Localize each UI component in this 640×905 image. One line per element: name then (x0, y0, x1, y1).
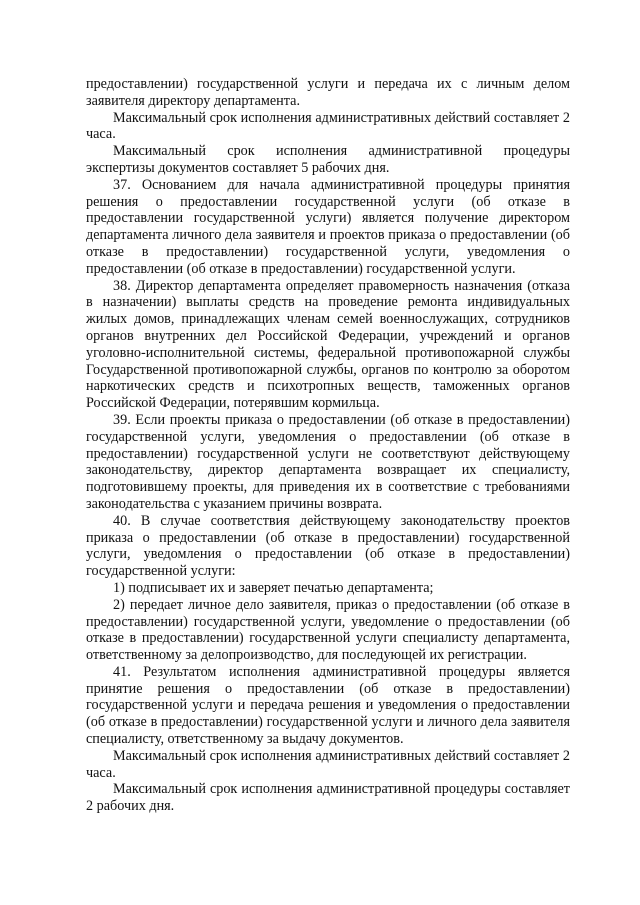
paragraph-max-actions-time: Максимальный срок исполнения административных действий составляет 2 часа. (86, 109, 570, 143)
document-body (86, 76, 570, 815)
paragraph-39: 39. Если проекты приказа о предоставлении (об отказе в предоставлении) государственной услуги, уведомления о предоставлении (об отказе в предоставлении) государственной услуги не соответствуют действующему законодательству, директор департамента возвращает их специалисту, подготовившему проекты, для приведения их в соответствие с требованиями законодательства с указанием причины возврата. (86, 411, 570, 512)
paragraph-40: 40. В случае соответствия действующему законодательству проектов приказа о предоставлении (об отказе в предоставлении) государственной услуги, уведомления о предоставлении (об отказе в предоставлении) государственной услуги: (86, 512, 570, 580)
paragraph-40-item-1: 1) подписывает их и заверяет печатью департамента; (113, 579, 434, 596)
paragraph-max-actions-time-2: Максимальный срок исполнения административных действий составляет 2 часа. (86, 747, 570, 781)
paragraph-37: 37. Основанием для начала административной процедуры принятия решения о предоставлении государственной услуги (об отказе в предоставлении государственной услуги) является получение директором департамента личного дела заявителя и проектов приказа о предоставлении (об отказе в предоставлении) государственной услуги, уведомления о предоставлении (об отказе в предоставлении) государственной услуги. (86, 176, 570, 277)
paragraph-41: 41. Результатом исполнения административной процедуры является принятие решения о предоставлении (об отказе в предоставлении) государственной услуги и передача решения и уведомления о предоставлении (об отказе в предоставлении) государственной услуги и личного дела заявителя специалисту, ответственному за выдачу документов. (86, 663, 570, 748)
paragraph-max-procedure-time-2: Максимальный срок исполнения административной процедуры составляет 2 рабочих дня. (86, 781, 570, 815)
paragraph-40-item-2: 2) передает личное дело заявителя, приказ о предоставлении (об отказе в предоставлении) государственной услуги, уведомление о предоставлении (об отказе в предоставлении) государственной услуги специалисту департамента, ответственному за делопроизводство, для последующей их регистрации. (86, 596, 570, 664)
paragraph-continuation: предоставлении) государственной услуги и передача их с личным делом заявителя директору департамента. (86, 76, 570, 109)
paragraph-38: 38. Директор департамента определяет правомерность назначения (отказа в назначении) выплаты средств на проведение ремонта индивидуальных жилых домов, принадлежащих членам семей военнослужащих, сотрудников органов внутренних дел Российской Федерации, учреждений и органов уголовно-исполнительной системы, федеральной противопожарной службы Государственной противопожарной службы, органов по контролю за оборотом наркотических средств и психотропных веществ, таможенных органов Российской Федерации, потерявшим кормильца. (86, 277, 570, 412)
paragraph-max-procedure-time: Максимальный срок исполнения административной процедуры экспертизы документов составляет 5 рабочих дня. (86, 143, 570, 176)
